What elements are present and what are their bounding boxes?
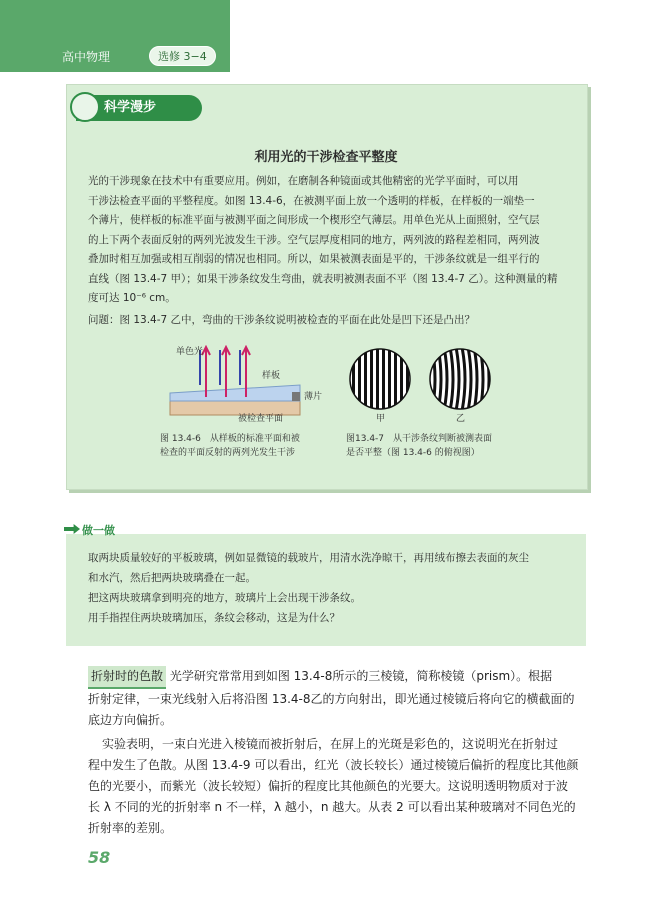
main-p2-line: 长 λ 不同的光的折射率 n 不一样，λ 越小，n 越大。从表 2 可以看出某种玻璃对不同色光的 [88, 800, 576, 814]
science-line: 叠加时相互加强或相互削弱的情况也相同。所以，如果被测表面是平的，干涉条纹就是一组平行的 [88, 253, 540, 265]
science-line: 的上下两个表面反射的两列光波发生干涉。空气层厚度相同的地方，两列波的路程差相同，两列波 [88, 233, 540, 246]
science-line: 光的干涉现象在技术中有重要应用。例如，在磨制各种镜面或其他精密的光学平面时，可以用 [88, 175, 519, 187]
label-a: 甲 [376, 414, 386, 424]
label-tested: 被检查平面 [238, 414, 284, 424]
main-p2-line: 实验表明，一束白光进入棱镜而被折射后，在屏上的光斑是彩色的，这说明光在折射过 [102, 737, 559, 751]
figure-13-4-7 [348, 347, 498, 413]
main-p1-line: 底边方向偏折。 [88, 713, 173, 727]
main-p1-first: 光学研究常常用到如图 13.4-8所示的三棱镜，简称棱镜（prism）。根据 [169, 669, 553, 683]
label-light: 单色光 [176, 347, 204, 357]
science-circle-icon [70, 92, 100, 122]
label-sample: 样板 [262, 371, 281, 381]
arrow-icon [64, 524, 80, 534]
science-label: 科学漫步 [76, 95, 202, 121]
science-question: 问题：图 13.4-7 乙中，弯曲的干涉条纹说明被检查的平面在此处是凹下还是凸出？ [88, 313, 476, 326]
try-label: 做一做 [82, 524, 115, 537]
caption-fig7-line2: 是否平整（图 13.4-6 的俯视图） [346, 448, 480, 458]
shim-shape [292, 392, 300, 401]
sample-plate-shape [170, 385, 300, 401]
page-number: 58 [88, 848, 111, 867]
main-p1-line: 折射定律，一束光线射入后将沿图 13.4-8乙的方向射出，即光通过棱镜后将向它的横截面的 [88, 692, 575, 706]
caption-fig6-line1: 图 13.4-6 从样板的标准平面和被 [160, 434, 300, 444]
science-line: 干涉法检查平面的平整程度。如图 13.4-6，在被测平面上放一个透明的样板，在样板的一端垫一 [88, 194, 535, 207]
try-line: 和水汽，然后把两块玻璃叠在一起。 [88, 572, 256, 584]
header-subject: 高中物理 [62, 50, 111, 64]
main-paragraph-1 [88, 666, 588, 731]
keyword-dispersion: 折射时的色散 [88, 666, 166, 689]
caption-fig7-line1: 图13.4-7 从干涉条纹判断被测表面 [346, 434, 493, 444]
science-paragraph [88, 172, 580, 330]
science-line: 个薄片，使样板的标准平面与被测平面之间形成一个楔形空气薄层。用单色光从上面照射，空气层 [88, 214, 540, 226]
science-line: 度可达 10⁻⁶ cm。 [88, 292, 176, 304]
try-paragraph [88, 548, 580, 628]
header-tag: 选修 3−4 [149, 46, 216, 66]
main-p2-line: 折射率的差别。 [88, 821, 173, 835]
label-shim: 薄片 [304, 392, 323, 402]
label-b: 乙 [456, 414, 466, 424]
caption-fig6-line2: 检查的平面反射的两列光发生干涉 [160, 448, 296, 458]
main-p2-line: 程中发生了色散。从图 13.4-9 可以看出，红光（波长较长）通过棱镜后偏折的程度比其他颜 [88, 758, 579, 772]
science-title: 利用光的干涉检查平整度 [254, 150, 398, 165]
science-line: 直线（图 13.4-7 甲）；如果干涉条纹发生弯曲，就表明被测表面不平（图 13.4-7 乙）。这种测量的精 [88, 272, 558, 285]
try-line: 用手指捏住两块玻璃加压，条纹会移动，这是为什么？ [88, 612, 340, 624]
try-line: 取两块质量较好的平板玻璃，例如显微镜的载玻片，用清水洗净晾干，再用绒布擦去表面的灰尘 [88, 552, 529, 564]
main-paragraph-2 [88, 734, 588, 839]
main-p2-line: 色的光要小，而紫光（波长较短）偏折的程度比其他颜色的光要大。这说明透明物质对于波 [88, 779, 569, 793]
try-line: 把这两块玻璃拿到明亮的地方，玻璃片上会出现干涉条纹。 [88, 592, 361, 604]
